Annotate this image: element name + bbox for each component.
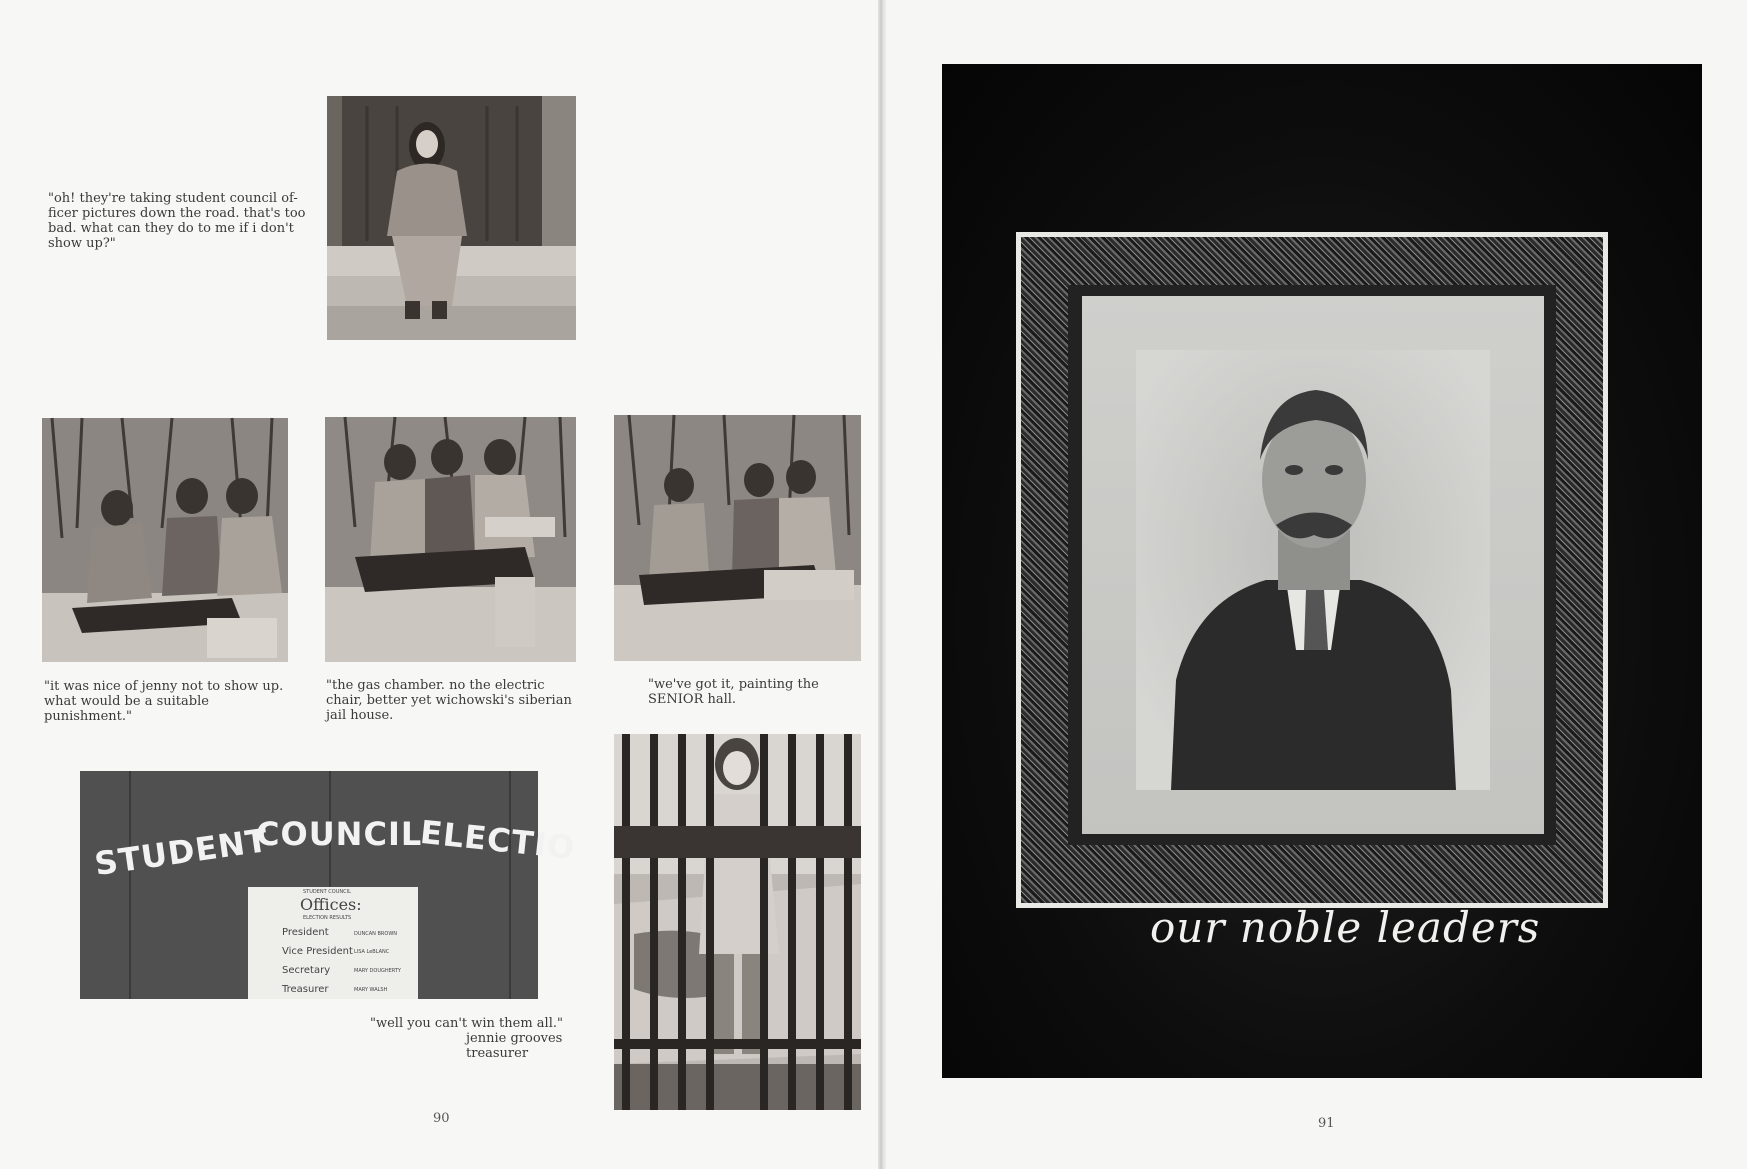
caption-bench-1: "it was nice of jenny not to show up. what would be a suitable punishment." bbox=[44, 679, 284, 724]
caption-bench-3: "we've got it, painting the SENIOR hall. bbox=[648, 677, 819, 707]
ballot-name-president: DUNCAN BROWN bbox=[354, 931, 398, 937]
ballot-office-treasurer: Treasurer bbox=[282, 984, 329, 995]
caption-gate-name: jennie grooves bbox=[466, 1031, 563, 1046]
sign-word-student: STUDENT bbox=[92, 821, 271, 883]
page-number-right: 91 bbox=[1318, 1116, 1335, 1131]
ballot-title: Offices: bbox=[300, 895, 362, 914]
ballot-name-vice-president: LISA LeBLANC bbox=[354, 949, 390, 955]
ballot-card bbox=[248, 887, 418, 999]
sign-word-election: ELECTIO bbox=[418, 812, 578, 868]
ballot-top: STUDENT COUNCIL bbox=[303, 889, 351, 895]
ballot-office-vice-president: Vice President bbox=[282, 946, 353, 957]
caption-bench-2: "the gas chamber. no the electric chair, better yet wichowski's siberian jail house. bbox=[326, 678, 572, 723]
ballot-office-secretary: Secretary bbox=[282, 965, 331, 976]
ballot-subtitle: ELECTION RESULTS bbox=[303, 915, 352, 921]
page-number-left: 90 bbox=[433, 1111, 450, 1126]
portrait-photo bbox=[1136, 350, 1490, 790]
ballot-office-president: President bbox=[282, 927, 329, 938]
ballot-name-treasurer: MARY WALSH bbox=[354, 987, 388, 993]
caption-gate-role: treasurer bbox=[466, 1046, 529, 1061]
book-gutter bbox=[878, 0, 886, 1169]
photo-girl-on-steps bbox=[327, 96, 576, 340]
photo-three-on-bench-1 bbox=[42, 418, 288, 662]
page-title: our noble leaders bbox=[1150, 903, 1541, 952]
caption-gate-quote: "well you can't win them all." bbox=[370, 1016, 563, 1031]
caption-steps: "oh! they're taking student council of- ficer pictures down the road. that's too bad. what can they do to me if i don't show up?" bbox=[48, 191, 306, 251]
photo-three-on-bench-3 bbox=[614, 415, 861, 661]
sign-word-council: COUNCIL bbox=[256, 815, 423, 853]
photo-girl-at-gate bbox=[614, 734, 861, 1110]
ballot-name-secretary: MARY DOUGHERTY bbox=[354, 968, 401, 974]
photo-three-on-bench-2 bbox=[325, 417, 576, 662]
